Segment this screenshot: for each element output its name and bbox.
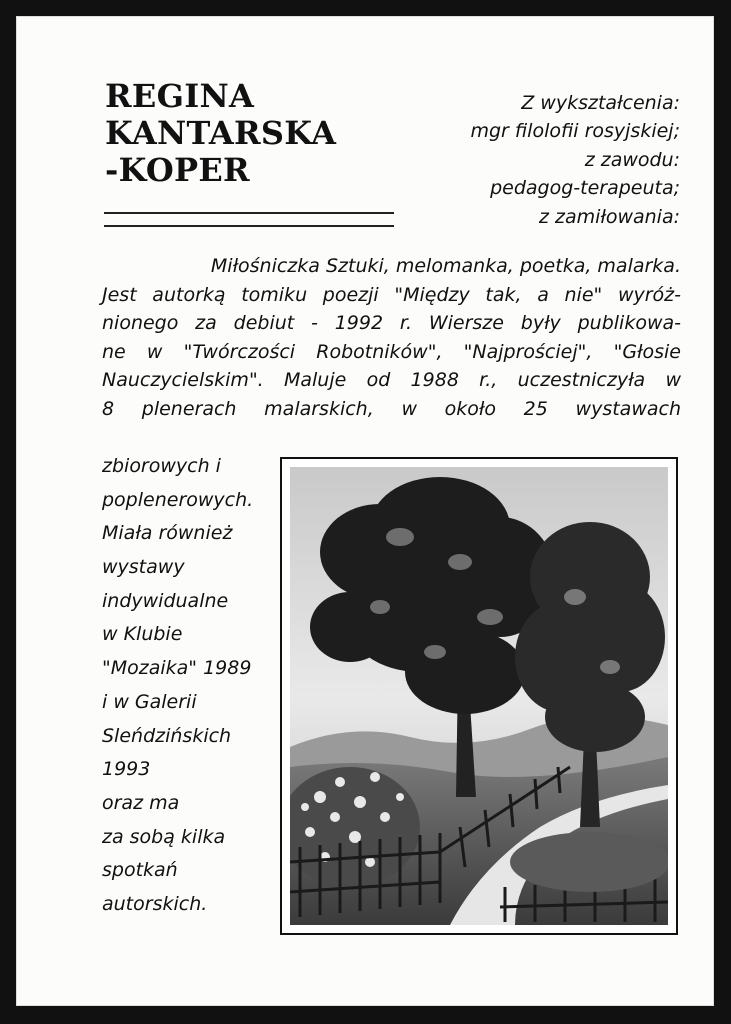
body-line: nionego za debiut - 1992 r. Wiersze były publikowa-: [102, 312, 681, 335]
body-line: Nauczycielskim". Maluje od 1988 r., uczestniczyła w: [102, 369, 681, 392]
education-line: z zawodu:: [584, 148, 680, 171]
biography-paragraph: [102, 252, 681, 424]
side-line: spotkań: [102, 859, 178, 882]
painting-trees-illustration: [290, 467, 668, 925]
education-block: [360, 89, 680, 231]
side-line: zbiorowych i: [102, 455, 221, 477]
title-line-2: KANTARSKA: [105, 114, 337, 152]
side-line: "Mozaika" 1989: [102, 657, 252, 680]
side-line: za sobą kilka: [102, 825, 226, 848]
side-line: wystawy: [102, 556, 185, 579]
title-line-1: REGINA: [105, 77, 255, 115]
biography-side-column: [102, 450, 253, 922]
body-line: ne w "Twórczości Robotników", "Najprościej", "Głosie: [102, 340, 681, 363]
author-name-title: [105, 78, 336, 189]
side-line: Miała również: [102, 522, 233, 545]
side-line: autorskich.: [102, 892, 208, 915]
side-line: i w Galerii: [102, 690, 197, 713]
body-line: Miłośniczka Sztuki, melomanka, poetka, malarka.: [210, 255, 681, 277]
title-underline-bottom: [104, 225, 394, 227]
education-line: Z wykształcenia:: [521, 92, 680, 114]
education-line: mgr filolofii rosyjskiej;: [470, 120, 680, 143]
title-line-3: -KOPER: [105, 151, 250, 189]
title-underline-top: [104, 212, 394, 214]
side-line: indywidualne: [102, 589, 229, 612]
body-line: 8 plenerach malarskich, w około 25 wystawach: [102, 397, 681, 420]
side-line: oraz ma: [102, 791, 180, 814]
education-line: z zamiłowania:: [538, 205, 680, 228]
side-line: 1993: [102, 758, 151, 781]
side-line: poplenerowych.: [102, 488, 254, 511]
education-line: pedagog-terapeuta;: [490, 177, 680, 200]
side-line: w Klubie: [102, 623, 183, 646]
body-line: Jest autorką tomiku poezji "Między tak, a nie" wyróż-: [102, 283, 681, 306]
side-line: Sleńdzińskich: [102, 724, 232, 747]
page-sheet: [16, 16, 714, 1006]
painting-frame: [280, 457, 678, 935]
